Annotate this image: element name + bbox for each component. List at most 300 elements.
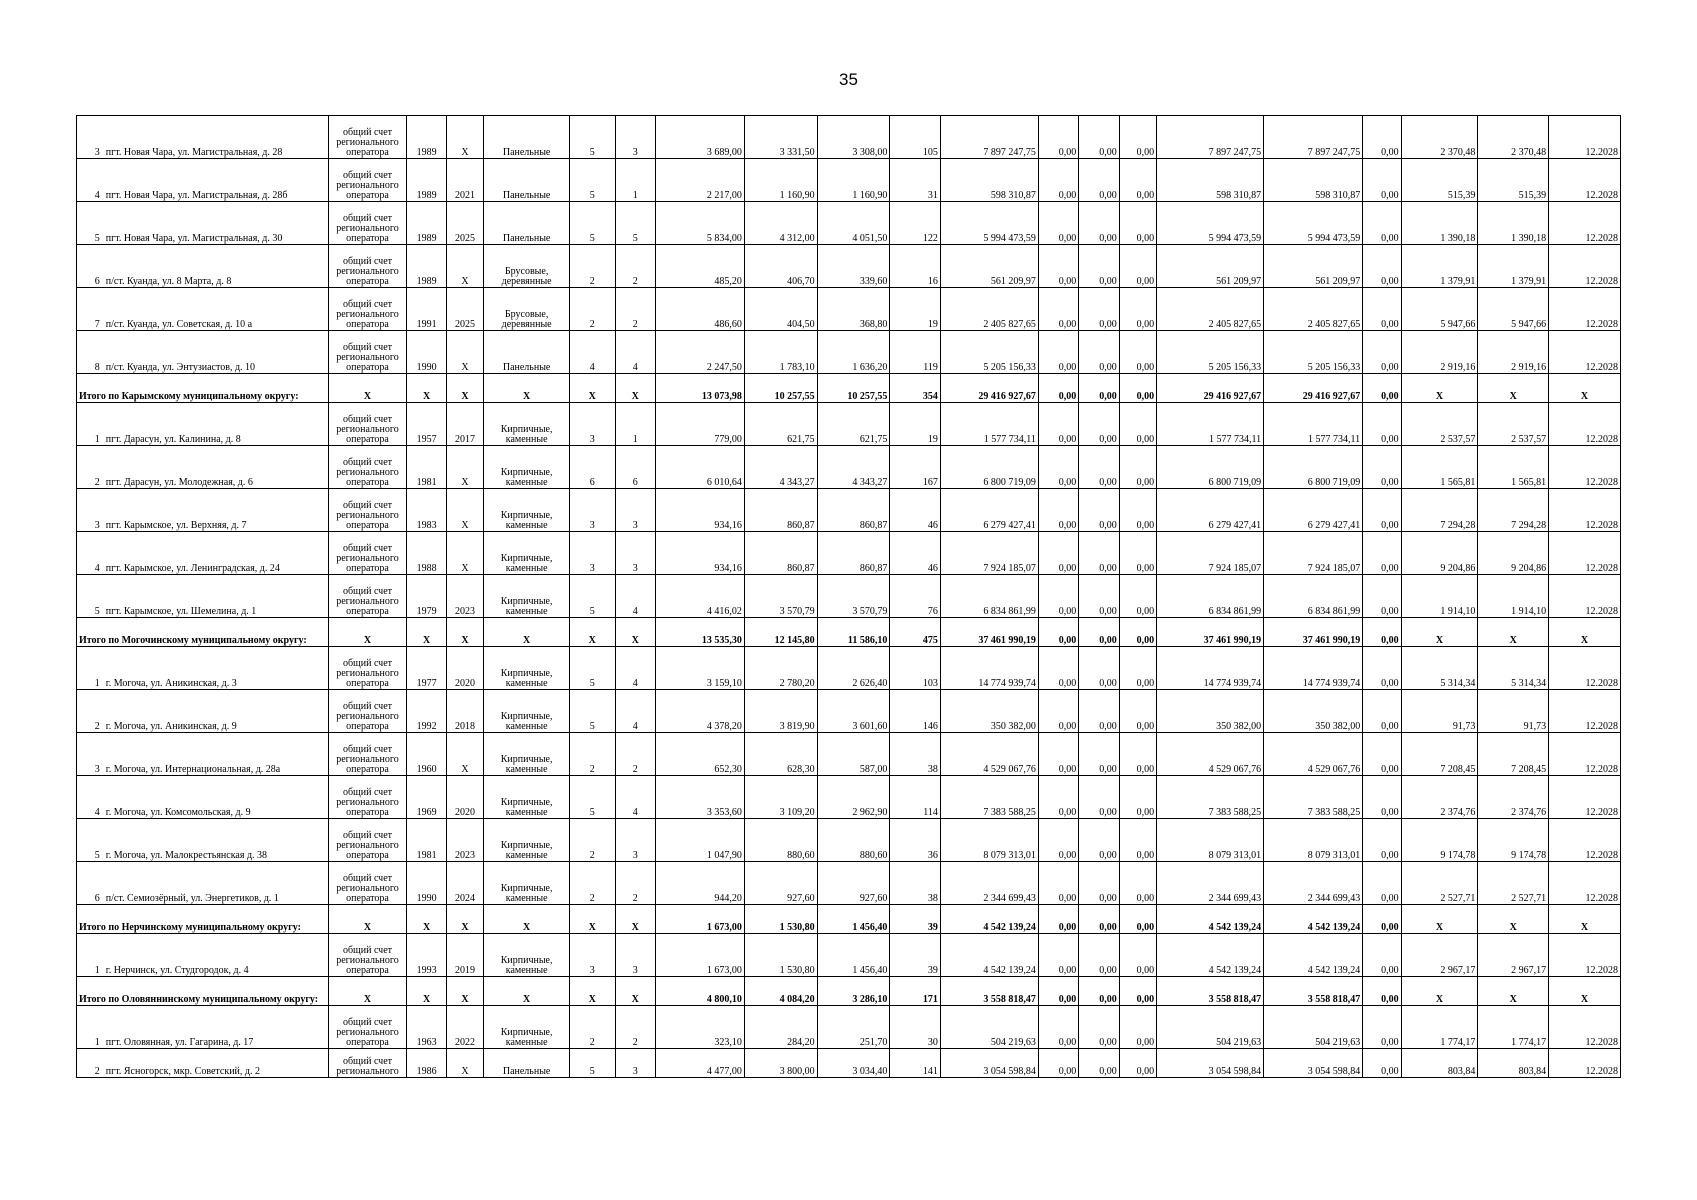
planned-date-cell: 12.2028 [1549, 776, 1621, 819]
last-repair-year-cell: 2021 [446, 159, 483, 202]
row-number-cell: 4 [77, 776, 104, 819]
year-built-cell: 1986 [407, 1049, 446, 1078]
total-area-cell: 2 247,50 [655, 331, 744, 374]
fund-local-cell: 0,00 [1119, 905, 1156, 934]
table-row [77, 159, 1621, 202]
fund-federal-cell: 0,00 [1038, 819, 1078, 862]
last-repair-year-cell: X [446, 733, 483, 776]
fund-local-cell: 0,00 [1119, 776, 1156, 819]
fund-local-cell: 0,00 [1119, 575, 1156, 618]
total-area-cell: 4 416,02 [655, 575, 744, 618]
premises-area-cell: 628,30 [744, 733, 817, 776]
table-row [77, 1006, 1621, 1049]
fund-federal-cell: 0,00 [1038, 977, 1078, 1006]
unit-cost-cell: 1 774,17 [1401, 1006, 1478, 1049]
residential-area-cell: 10 257,55 [817, 374, 890, 403]
planned-date-cell: 12.2028 [1549, 159, 1621, 202]
premises-area-cell: 860,87 [744, 532, 817, 575]
account-type-cell: общий счет регионального оператора [328, 446, 407, 489]
unit-cost-cell: 1 390,18 [1401, 202, 1478, 245]
operator-funds-cell: 5 205 156,33 [1264, 331, 1363, 374]
residents-cell: 38 [890, 733, 941, 776]
residents-cell: 39 [890, 934, 941, 977]
account-type-cell: общий счет регионального оператора [328, 862, 407, 905]
entrances-cell: 1 [615, 403, 655, 446]
max-unit-cost-cell: 2 537,57 [1478, 403, 1549, 446]
other-funds-cell: 0,00 [1363, 618, 1401, 647]
other-funds-cell: 0,00 [1363, 977, 1401, 1006]
wall-material-cell: Кирпичные, каменные [484, 819, 570, 862]
total-cost-cell: 504 219,63 [940, 1006, 1038, 1049]
last-repair-year-cell: X [446, 905, 483, 934]
row-number-cell: 3 [77, 489, 104, 532]
year-built-cell: 1963 [407, 1006, 446, 1049]
unit-cost-cell: 2 527,71 [1401, 862, 1478, 905]
table-row [77, 288, 1621, 331]
premises-area-cell: 406,70 [744, 245, 817, 288]
planned-date-cell: 12.2028 [1549, 647, 1621, 690]
account-type-cell: общий счет регионального оператора [328, 116, 407, 159]
total-cost-cell: 3 054 598,84 [940, 1049, 1038, 1078]
total-label-cell: Итого по Могочинскому муниципальному округу: [77, 618, 329, 647]
fund-federal-cell: 0,00 [1038, 288, 1078, 331]
planned-date-cell: 12.2028 [1549, 532, 1621, 575]
total-row [77, 618, 1621, 647]
operator-funds-cell: 1 577 734,11 [1264, 403, 1363, 446]
fund-local-cell: 0,00 [1119, 245, 1156, 288]
max-unit-cost-cell: 1 914,10 [1478, 575, 1549, 618]
last-repair-year-cell: X [446, 331, 483, 374]
total-area-cell: 3 159,10 [655, 647, 744, 690]
residents-cell: 119 [890, 331, 941, 374]
residential-area-cell: 368,80 [817, 288, 890, 331]
entrances-cell: X [615, 374, 655, 403]
max-unit-cost-cell: X [1478, 374, 1549, 403]
residential-area-cell: 1 636,20 [817, 331, 890, 374]
page-number: 35 [839, 70, 858, 89]
account-type-cell: общий счет регионального [328, 1049, 407, 1078]
residents-cell: 19 [890, 403, 941, 446]
address-cell: пгт. Оловянная, ул. Гагарина, д. 17 [104, 1006, 328, 1049]
year-built-cell: 1990 [407, 331, 446, 374]
premises-area-cell: 4 312,00 [744, 202, 817, 245]
operator-funds-cell: 3 054 598,84 [1264, 1049, 1363, 1078]
table-row [77, 532, 1621, 575]
row-number-cell: 1 [77, 934, 104, 977]
last-repair-year-cell: 2020 [446, 776, 483, 819]
table-row [77, 403, 1621, 446]
owners-funds-cell: 6 279 427,41 [1157, 489, 1264, 532]
unit-cost-cell: 91,73 [1401, 690, 1478, 733]
residents-cell: 114 [890, 776, 941, 819]
account-type-cell: общий счет регионального оператора [328, 575, 407, 618]
operator-funds-cell: 561 209,97 [1264, 245, 1363, 288]
residential-area-cell: 860,87 [817, 532, 890, 575]
entrances-cell: X [615, 618, 655, 647]
table-row [77, 776, 1621, 819]
total-cost-cell: 5 205 156,33 [940, 331, 1038, 374]
total-area-cell: 779,00 [655, 403, 744, 446]
fund-federal-cell: 0,00 [1038, 116, 1078, 159]
residents-cell: 103 [890, 647, 941, 690]
fund-federal-cell: 0,00 [1038, 618, 1078, 647]
floors-cell: 3 [570, 934, 615, 977]
max-unit-cost-cell: 1 390,18 [1478, 202, 1549, 245]
account-type-cell: общий счет регионального оператора [328, 288, 407, 331]
total-row [77, 905, 1621, 934]
premises-area-cell: 3 570,79 [744, 575, 817, 618]
total-area-cell: 13 073,98 [655, 374, 744, 403]
entrances-cell: 2 [615, 288, 655, 331]
fund-local-cell: 0,00 [1119, 331, 1156, 374]
premises-area-cell: 860,87 [744, 489, 817, 532]
table-row [77, 690, 1621, 733]
operator-funds-cell: 4 542 139,24 [1264, 905, 1363, 934]
year-built-cell: 1969 [407, 776, 446, 819]
entrances-cell: 3 [615, 116, 655, 159]
wall-material-cell: Брусовые, деревянные [484, 245, 570, 288]
planned-date-cell: 12.2028 [1549, 446, 1621, 489]
total-area-cell: 944,20 [655, 862, 744, 905]
fund-federal-cell: 0,00 [1038, 647, 1078, 690]
floors-cell: 2 [570, 862, 615, 905]
total-area-cell: 323,10 [655, 1006, 744, 1049]
residents-cell: 30 [890, 1006, 941, 1049]
total-area-cell: 934,16 [655, 532, 744, 575]
table-row [77, 245, 1621, 288]
wall-material-cell: Кирпичные, каменные [484, 776, 570, 819]
last-repair-year-cell: 2025 [446, 288, 483, 331]
address-cell: пгт. Новая Чара, ул. Магистральная, д. 30 [104, 202, 328, 245]
total-area-cell: 1 673,00 [655, 905, 744, 934]
account-type-cell: X [328, 977, 407, 1006]
owners-funds-cell: 4 542 139,24 [1157, 905, 1264, 934]
total-area-cell: 5 834,00 [655, 202, 744, 245]
entrances-cell: 2 [615, 733, 655, 776]
fund-regional-cell: 0,00 [1079, 934, 1119, 977]
fund-local-cell: 0,00 [1119, 1006, 1156, 1049]
year-built-cell: 1981 [407, 446, 446, 489]
wall-material-cell: Кирпичные, каменные [484, 446, 570, 489]
operator-funds-cell: 7 897 247,75 [1264, 116, 1363, 159]
total-cost-cell: 5 994 473,59 [940, 202, 1038, 245]
address-cell: г. Могоча, ул. Аникинская, д. 3 [104, 647, 328, 690]
other-funds-cell: 0,00 [1363, 905, 1401, 934]
fund-federal-cell: 0,00 [1038, 374, 1078, 403]
unit-cost-cell: X [1401, 905, 1478, 934]
total-row [77, 374, 1621, 403]
residents-cell: 39 [890, 905, 941, 934]
year-built-cell: 1989 [407, 245, 446, 288]
address-cell: п/ст. Куанда, ул. 8 Марта, д. 8 [104, 245, 328, 288]
other-funds-cell: 0,00 [1363, 446, 1401, 489]
other-funds-cell: 0,00 [1363, 288, 1401, 331]
last-repair-year-cell: X [446, 1049, 483, 1078]
total-cost-cell: 7 897 247,75 [940, 116, 1038, 159]
max-unit-cost-cell: 1 565,81 [1478, 446, 1549, 489]
year-built-cell: 1960 [407, 733, 446, 776]
total-cost-cell: 7 924 185,07 [940, 532, 1038, 575]
fund-local-cell: 0,00 [1119, 489, 1156, 532]
total-area-cell: 4 800,10 [655, 977, 744, 1006]
floors-cell: 5 [570, 647, 615, 690]
max-unit-cost-cell: 2 370,48 [1478, 116, 1549, 159]
fund-local-cell: 0,00 [1119, 977, 1156, 1006]
residential-area-cell: 1 160,90 [817, 159, 890, 202]
fund-regional-cell: 0,00 [1079, 905, 1119, 934]
total-cost-cell: 8 079 313,01 [940, 819, 1038, 862]
other-funds-cell: 0,00 [1363, 489, 1401, 532]
fund-regional-cell: 0,00 [1079, 489, 1119, 532]
table-row [77, 331, 1621, 374]
address-cell: пгт. Карымское, ул. Шемелина, д. 1 [104, 575, 328, 618]
wall-material-cell: Кирпичные, каменные [484, 647, 570, 690]
residential-area-cell: 621,75 [817, 403, 890, 446]
other-funds-cell: 0,00 [1363, 159, 1401, 202]
operator-funds-cell: 5 994 473,59 [1264, 202, 1363, 245]
premises-area-cell: 927,60 [744, 862, 817, 905]
max-unit-cost-cell: 5 947,66 [1478, 288, 1549, 331]
owners-funds-cell: 6 800 719,09 [1157, 446, 1264, 489]
row-number-cell: 2 [77, 446, 104, 489]
year-built-cell: 1989 [407, 202, 446, 245]
max-unit-cost-cell: 803,84 [1478, 1049, 1549, 1078]
address-cell: г. Могоча, ул. Аникинская, д. 9 [104, 690, 328, 733]
owners-funds-cell: 2 405 827,65 [1157, 288, 1264, 331]
unit-cost-cell: 2 374,76 [1401, 776, 1478, 819]
owners-funds-cell: 5 205 156,33 [1157, 331, 1264, 374]
row-number-cell: 5 [77, 202, 104, 245]
unit-cost-cell: 515,39 [1401, 159, 1478, 202]
total-cost-cell: 2 405 827,65 [940, 288, 1038, 331]
last-repair-year-cell: X [446, 977, 483, 1006]
premises-area-cell: 12 145,80 [744, 618, 817, 647]
fund-local-cell: 0,00 [1119, 374, 1156, 403]
max-unit-cost-cell: 5 314,34 [1478, 647, 1549, 690]
premises-area-cell: 10 257,55 [744, 374, 817, 403]
account-type-cell: общий счет регионального оператора [328, 159, 407, 202]
max-unit-cost-cell: 7 294,28 [1478, 489, 1549, 532]
fund-regional-cell: 0,00 [1079, 1049, 1119, 1078]
premises-area-cell: 621,75 [744, 403, 817, 446]
address-cell: пгт. Карымское, ул. Верхняя, д. 7 [104, 489, 328, 532]
account-type-cell: общий счет регионального оператора [328, 403, 407, 446]
operator-funds-cell: 4 529 067,76 [1264, 733, 1363, 776]
wall-material-cell: Панельные [484, 202, 570, 245]
other-funds-cell: 0,00 [1363, 331, 1401, 374]
unit-cost-cell: 9 204,86 [1401, 532, 1478, 575]
owners-funds-cell: 29 416 927,67 [1157, 374, 1264, 403]
owners-funds-cell: 3 558 818,47 [1157, 977, 1264, 1006]
unit-cost-cell: X [1401, 977, 1478, 1006]
wall-material-cell: Кирпичные, каменные [484, 403, 570, 446]
fund-federal-cell: 0,00 [1038, 489, 1078, 532]
unit-cost-cell: 2 919,16 [1401, 331, 1478, 374]
account-type-cell: общий счет регионального оператора [328, 733, 407, 776]
total-row [77, 977, 1621, 1006]
other-funds-cell: 0,00 [1363, 934, 1401, 977]
entrances-cell: 4 [615, 575, 655, 618]
planned-date-cell: 12.2028 [1549, 690, 1621, 733]
table-row [77, 575, 1621, 618]
fund-regional-cell: 0,00 [1079, 245, 1119, 288]
fund-regional-cell: 0,00 [1079, 331, 1119, 374]
fund-local-cell: 0,00 [1119, 446, 1156, 489]
fund-federal-cell: 0,00 [1038, 733, 1078, 776]
entrances-cell: 1 [615, 159, 655, 202]
total-cost-cell: 7 383 588,25 [940, 776, 1038, 819]
last-repair-year-cell: X [446, 374, 483, 403]
operator-funds-cell: 3 558 818,47 [1264, 977, 1363, 1006]
planned-date-cell: 12.2028 [1549, 862, 1621, 905]
floors-cell: 3 [570, 489, 615, 532]
fund-federal-cell: 0,00 [1038, 202, 1078, 245]
planned-date-cell: 12.2028 [1549, 403, 1621, 446]
residents-cell: 31 [890, 159, 941, 202]
total-area-cell: 934,16 [655, 489, 744, 532]
last-repair-year-cell: X [446, 116, 483, 159]
unit-cost-cell: 7 294,28 [1401, 489, 1478, 532]
premises-area-cell: 1 783,10 [744, 331, 817, 374]
account-type-cell: общий счет регионального оператора [328, 532, 407, 575]
residents-cell: 167 [890, 446, 941, 489]
entrances-cell: 5 [615, 202, 655, 245]
wall-material-cell: X [484, 977, 570, 1006]
table-row [77, 733, 1621, 776]
total-area-cell: 13 535,30 [655, 618, 744, 647]
wall-material-cell: Кирпичные, каменные [484, 733, 570, 776]
floors-cell: 5 [570, 776, 615, 819]
table-row [77, 489, 1621, 532]
floors-cell: 2 [570, 288, 615, 331]
residents-cell: 46 [890, 489, 941, 532]
fund-regional-cell: 0,00 [1079, 776, 1119, 819]
planned-date-cell: 12.2028 [1549, 934, 1621, 977]
owners-funds-cell: 4 529 067,76 [1157, 733, 1264, 776]
account-type-cell: общий счет регионального оператора [328, 202, 407, 245]
premises-area-cell: 1 160,90 [744, 159, 817, 202]
row-number-cell: 1 [77, 1006, 104, 1049]
planned-date-cell: 12.2028 [1549, 288, 1621, 331]
last-repair-year-cell: 2017 [446, 403, 483, 446]
planned-date-cell: 12.2028 [1549, 575, 1621, 618]
entrances-cell: 3 [615, 934, 655, 977]
max-unit-cost-cell: 2 967,17 [1478, 934, 1549, 977]
address-cell: пгт. Новая Чара, ул. Магистральная, д. 28 [104, 116, 328, 159]
entrances-cell: 3 [615, 532, 655, 575]
fund-regional-cell: 0,00 [1079, 288, 1119, 331]
other-funds-cell: 0,00 [1363, 245, 1401, 288]
year-built-cell: 1988 [407, 532, 446, 575]
residential-area-cell: 339,60 [817, 245, 890, 288]
row-number-cell: 4 [77, 532, 104, 575]
floors-cell: 2 [570, 245, 615, 288]
residential-area-cell: 927,60 [817, 862, 890, 905]
entrances-cell: 4 [615, 647, 655, 690]
table-row [77, 862, 1621, 905]
fund-local-cell: 0,00 [1119, 618, 1156, 647]
year-built-cell: 1990 [407, 862, 446, 905]
fund-regional-cell: 0,00 [1079, 575, 1119, 618]
year-built-cell: X [407, 374, 446, 403]
fund-federal-cell: 0,00 [1038, 403, 1078, 446]
fund-local-cell: 0,00 [1119, 403, 1156, 446]
planned-date-cell: X [1549, 374, 1621, 403]
residential-area-cell: 587,00 [817, 733, 890, 776]
last-repair-year-cell: 2024 [446, 862, 483, 905]
planned-date-cell: 12.2028 [1549, 1006, 1621, 1049]
operator-funds-cell: 37 461 990,19 [1264, 618, 1363, 647]
fund-federal-cell: 0,00 [1038, 331, 1078, 374]
total-area-cell: 1 673,00 [655, 934, 744, 977]
address-cell: г. Могоча, ул. Малокрестьянская д. 38 [104, 819, 328, 862]
entrances-cell: 3 [615, 819, 655, 862]
operator-funds-cell: 2 405 827,65 [1264, 288, 1363, 331]
max-unit-cost-cell: 2 374,76 [1478, 776, 1549, 819]
premises-area-cell: 4 084,20 [744, 977, 817, 1006]
fund-regional-cell: 0,00 [1079, 819, 1119, 862]
owners-funds-cell: 2 344 699,43 [1157, 862, 1264, 905]
total-cost-cell: 3 558 818,47 [940, 977, 1038, 1006]
fund-federal-cell: 0,00 [1038, 934, 1078, 977]
fund-federal-cell: 0,00 [1038, 776, 1078, 819]
total-cost-cell: 4 542 139,24 [940, 934, 1038, 977]
fund-local-cell: 0,00 [1119, 532, 1156, 575]
unit-cost-cell: 1 914,10 [1401, 575, 1478, 618]
floors-cell: 6 [570, 446, 615, 489]
unit-cost-cell: 1 379,91 [1401, 245, 1478, 288]
table-row [77, 1049, 1621, 1078]
last-repair-year-cell: 2020 [446, 647, 483, 690]
residents-cell: 16 [890, 245, 941, 288]
operator-funds-cell: 8 079 313,01 [1264, 819, 1363, 862]
total-cost-cell: 2 344 699,43 [940, 862, 1038, 905]
total-area-cell: 486,60 [655, 288, 744, 331]
fund-federal-cell: 0,00 [1038, 690, 1078, 733]
wall-material-cell: X [484, 905, 570, 934]
last-repair-year-cell: X [446, 532, 483, 575]
total-cost-cell: 561 209,97 [940, 245, 1038, 288]
account-type-cell: общий счет регионального оператора [328, 690, 407, 733]
last-repair-year-cell: 2023 [446, 575, 483, 618]
residents-cell: 38 [890, 862, 941, 905]
unit-cost-cell: X [1401, 374, 1478, 403]
row-number-cell: 1 [77, 403, 104, 446]
residential-area-cell: 880,60 [817, 819, 890, 862]
owners-funds-cell: 1 577 734,11 [1157, 403, 1264, 446]
residential-area-cell: 3 308,00 [817, 116, 890, 159]
max-unit-cost-cell: 2 527,71 [1478, 862, 1549, 905]
year-built-cell: 1989 [407, 159, 446, 202]
unit-cost-cell: 7 208,45 [1401, 733, 1478, 776]
wall-material-cell: Панельные [484, 331, 570, 374]
other-funds-cell: 0,00 [1363, 116, 1401, 159]
last-repair-year-cell: X [446, 618, 483, 647]
residential-area-cell: 3 286,10 [817, 977, 890, 1006]
floors-cell: 5 [570, 1049, 615, 1078]
row-number-cell: 5 [77, 819, 104, 862]
last-repair-year-cell: 2023 [446, 819, 483, 862]
fund-regional-cell: 0,00 [1079, 977, 1119, 1006]
premises-area-cell: 404,50 [744, 288, 817, 331]
wall-material-cell: Кирпичные, каменные [484, 862, 570, 905]
housing-program-table [76, 115, 1621, 1078]
total-area-cell: 6 010,64 [655, 446, 744, 489]
other-funds-cell: 0,00 [1363, 202, 1401, 245]
total-cost-cell: 6 800 719,09 [940, 446, 1038, 489]
address-cell: пгт. Карымское, ул. Ленинградская, д. 24 [104, 532, 328, 575]
other-funds-cell: 0,00 [1363, 733, 1401, 776]
